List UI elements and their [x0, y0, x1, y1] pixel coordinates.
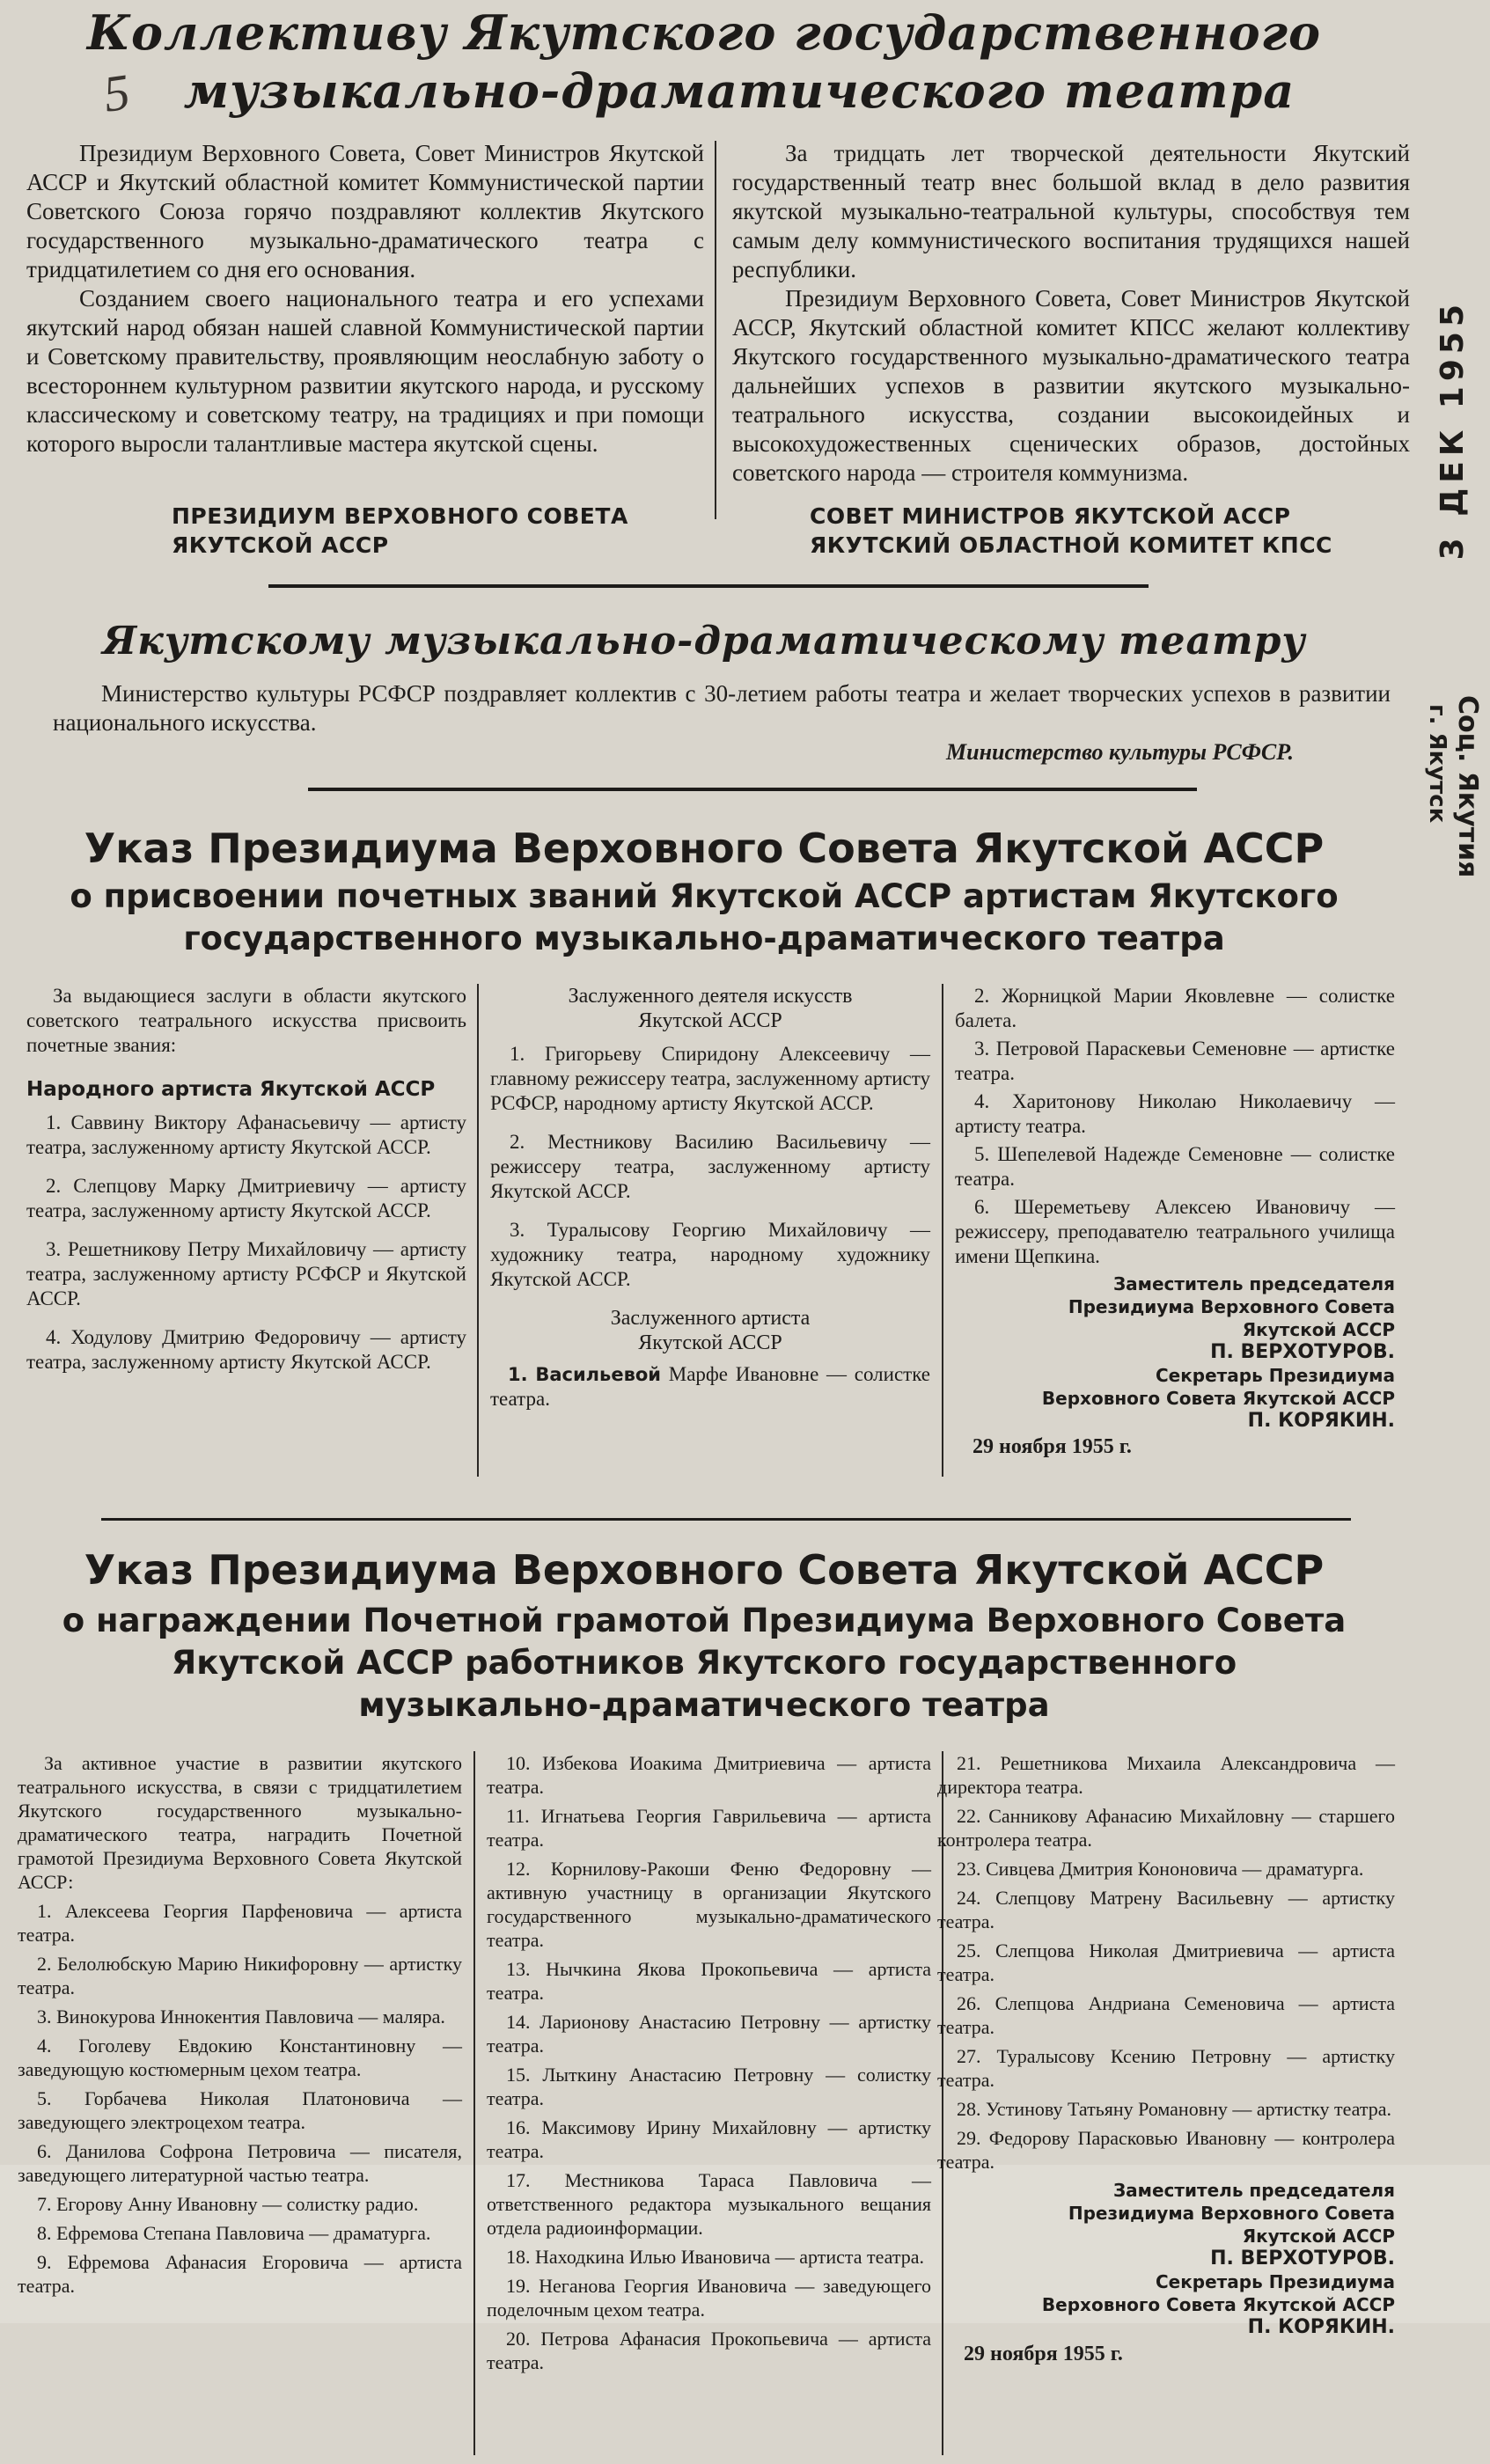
item-details: Анастасию Петровну — артистку театра. — [487, 2011, 931, 2057]
signature-line: Секретарь Президиума — [1155, 1365, 1395, 1386]
title-honored-arts-1: Заслуженного деятеля искусств — [568, 985, 853, 1008]
item-details: Георгия Гаврильевича — артиста театра. — [487, 1805, 931, 1851]
item-number: 20. — [506, 2328, 541, 2350]
honored-arts-item-1 — [490, 1042, 930, 1116]
award-item-3 — [937, 1857, 1395, 1881]
item-details: Ксению Петровну — артистку театра. — [937, 2045, 1395, 2091]
item-surname: Слепцова — [995, 1940, 1090, 1962]
greeting-left-column — [26, 139, 704, 458]
award-item-8 — [937, 2097, 1395, 2121]
item-surname: Сивцева — [986, 1858, 1060, 1880]
item-number: 2. — [974, 985, 1002, 1007]
award-item-2 — [487, 1804, 931, 1852]
ministry-greeting-title: Якутскому музыкально-драматическому театру — [102, 619, 1306, 664]
signature-line: Заместитель председателя — [1112, 1273, 1395, 1294]
signature-council-line-1: СОВЕТ МИНИСТРОВ ЯКУТСКОЙ АССР — [810, 503, 1291, 529]
item-number: 26. — [957, 1992, 995, 2014]
award-item-4 — [937, 1886, 1395, 1933]
award-item-9 — [487, 2245, 931, 2269]
item-details: Парасковью Ивановну — контролера театра. — [937, 2127, 1396, 2173]
decree-2-date: 29 ноября 1955 г. — [964, 2343, 1123, 2365]
greeting-right-column — [732, 139, 1410, 488]
item-number: 17. — [506, 2169, 565, 2191]
award-item-7 — [937, 2044, 1395, 2092]
greeting-right-paragraph-2: Президиум Верховного Совета, Совет Министров Якутской АССР, Якутский областной комитет КПСС желают коллективу Якутского государственного музыкально-драматического театра дальнейших успехов в развитии якутского музыкально-театрального искусства, создании высокоидейных и высокохудожественных сценических образов, достойных советского народа — строителя коммунизма. — [732, 285, 1410, 486]
item-details: Василию Васильевичу — режиссеру театра, заслуженному артисту Якутской АССР. — [490, 1131, 931, 1202]
signature-line: Якутской АССР — [1242, 2226, 1395, 2247]
signature-name: П. КОРЯКИН. — [1247, 2316, 1395, 2338]
greeting-title-line-2: музыкально-драматического театра — [183, 62, 1295, 119]
item-surname: Туралысову — [996, 2045, 1111, 2067]
divider-rule — [308, 788, 1197, 791]
item-surname: Алексеева — [64, 1900, 164, 1922]
item-details: Марии Яковлевне — солистке балета. — [955, 985, 1395, 1031]
item-surname: Решетникову — [67, 1238, 188, 1260]
item-surname: Нычкина — [546, 1958, 637, 1980]
divider-rule — [101, 1518, 1351, 1521]
award-list-column-3 — [937, 1751, 1395, 2174]
honored-artist-item-5 — [955, 1195, 1395, 1269]
item-number: 3. — [974, 1038, 996, 1060]
ministry-signature: Министерство культуры РСФСР. — [946, 739, 1294, 765]
item-details: Марию Никифоровну — артистку театра. — [18, 1953, 462, 1998]
item-surname: Данилова — [65, 2140, 160, 2162]
item-surname: Жорницкой — [1002, 985, 1114, 1007]
signature-line: Верховного Совета Якутской АССР — [1041, 1388, 1395, 1409]
signature-name: П. ВЕРХОТУРОВ. — [1210, 2248, 1395, 2270]
honored-artist-item-2 — [955, 1037, 1395, 1086]
award-item-3 — [18, 2005, 462, 2028]
decree-2-intro: За активное участие в развитии якутского театрального искусства, в связи с тридцатилетием Якутского государственного музыкально-драматического театра, наградить Почетной грамотой Президиума Верховного Совета Якутской АССР: — [18, 1752, 462, 1893]
item-details: Феню Федоровну — активную участницу в организации Якутского государственного музыкально-драматического театра. — [487, 1858, 931, 1951]
signature-council — [810, 502, 1426, 560]
item-number: 22. — [957, 1805, 989, 1827]
item-details: Спиридону Алексеевичу — главному режиссеру театра, заслуженному артисту РСФСР, народному артисту Якутской АССР. — [490, 1043, 930, 1114]
item-number: 3. — [46, 1238, 68, 1260]
title-honored-artist-2: Якутской АССР — [638, 1331, 782, 1354]
people-artist-list — [26, 1111, 466, 1375]
item-details: Виктору Афанасьевичу — артисту театра, заслуженному артисту Якутской АССР. — [26, 1111, 466, 1158]
item-surname: Шереметьеву — [1014, 1196, 1156, 1218]
signature-line: Якутской АССР — [1242, 1319, 1395, 1340]
item-number: 18. — [506, 2246, 535, 2268]
item-details: Параскевьи Семеновне — артистке театра. — [955, 1038, 1395, 1084]
award-item-6 — [937, 1991, 1395, 2039]
item-details: Георгия Ивановича — заведующего поделочным цехом театра. — [487, 2275, 931, 2321]
item-number: 19. — [506, 2275, 539, 2297]
item-number: 1. — [37, 1900, 65, 1922]
title-honored-artist-1: Заслуженного артиста — [610, 1307, 811, 1330]
item-number: 25. — [957, 1940, 995, 1962]
item-details: Иннокентия Павловича — маляра. — [159, 2006, 445, 2028]
item-number: 24. — [957, 1887, 996, 1909]
decree-2-title-line-1: Указ Президиума Верховного Совета Якутской АССР — [84, 1546, 1325, 1594]
item-details: Марку Дмитриевичу — артисту театра, заслуженному артисту Якутской АССР. — [26, 1175, 466, 1221]
award-item-7 — [487, 2116, 931, 2163]
item-surname: Ефремова — [67, 2251, 165, 2273]
item-details: Николаю Николаевичу — артисту театра. — [955, 1090, 1395, 1137]
item-surname: Устинову — [986, 2098, 1068, 2120]
item-surname: Лыткину — [542, 2064, 629, 2086]
column-divider — [473, 1751, 475, 2455]
decree-1-date: 29 ноября 1955 г. — [973, 1435, 1132, 1458]
item-surname: Слепцова — [995, 1992, 1089, 2014]
title-honored-arts-2: Якутской АССР — [638, 1009, 782, 1032]
honored-arts-list — [490, 1042, 930, 1292]
item-number: 3. — [37, 2006, 56, 2028]
item-details: Марфе Ивановне — солистке театра. — [490, 1363, 931, 1410]
item-details: Якова Прокопьевича — артиста театра. — [487, 1958, 931, 2004]
item-surname: Петрова — [540, 2328, 620, 2350]
award-item-9 — [937, 2126, 1395, 2174]
item-surname: Шепелевой — [997, 1143, 1105, 1165]
item-surname: Саввину — [70, 1111, 155, 1133]
decree-1-column-2 — [490, 984, 930, 1424]
item-surname: Неганова — [539, 2275, 624, 2297]
item-number: 6. — [974, 1196, 1015, 1218]
item-surname: Находкина — [535, 2246, 629, 2268]
honored-artist-list — [955, 984, 1395, 1269]
decree-1-title-line-1: Указ Президиума Верховного Совета Якутской АССР — [84, 825, 1325, 872]
award-item-6 — [487, 2063, 931, 2110]
item-surname: Егорову — [56, 2193, 128, 2215]
item-details: Надежде Семеновне — солистке театра. — [955, 1143, 1396, 1190]
decree-2-title-line-4: музыкально-драматического театра — [358, 1686, 1050, 1724]
item-surname: Винокурова — [56, 2006, 160, 2028]
item-number: 1. — [510, 1043, 546, 1065]
award-item-1 — [487, 1751, 931, 1799]
greeting-left-paragraph-2: Созданием своего национального театра и его успехами якутский народ обязан нашей славной Коммунистической партии и Советскому правительству, проявляющим неослабную заботу о всестороннем культурном развитии якутского народа, и русскому классическому и советскому театру, на традициях и при помощи которого выросли талантливые мастера якутской сцены. — [26, 285, 704, 457]
item-surname: Гоголеву — [78, 2035, 179, 2057]
item-surname: Горбачева — [84, 2087, 201, 2109]
greeting-right-paragraph-1: За тридцать лет творческой деятельности Якутский государственный театр внес большой вклад в дело развития якутской музыкально-театральной культуры, способствуя тем самым делу коммунистического воспитания трудящихся нашей республики. — [732, 140, 1410, 282]
item-surname: Санникову — [988, 1805, 1085, 1827]
people-artist-item-3 — [26, 1237, 466, 1311]
item-details: Дмитрию Федоровичу — артисту театра, заслуженному артисту Якутской АССР. — [26, 1326, 466, 1373]
item-number: 11. — [506, 1805, 541, 1827]
award-item-2 — [18, 1952, 462, 1999]
signature-line: Верховного Совета Якутской АССР — [1041, 2294, 1395, 2315]
item-number: 2. — [46, 1175, 74, 1197]
item-number: 13. — [506, 1958, 547, 1980]
award-item-10 — [487, 2274, 931, 2321]
item-details: Татьяну Романовну — артистку театра. — [1068, 2098, 1391, 2120]
award-item-3 — [487, 1857, 931, 1952]
item-details: Николая Платоновича — заведующего электроцехом театра. — [18, 2087, 462, 2133]
item-details: Георгия Парфеновича — артиста театра. — [18, 1900, 463, 1946]
column-divider — [477, 984, 479, 1477]
item-number: 15. — [506, 2064, 543, 2086]
decree-2-title-line-2: о награждении Почетной грамотой Президиума Верховного Совета — [62, 1602, 1347, 1639]
item-details: Тараса Павловича — ответственного редактора музыкального вещания отдела радиоинформации. — [487, 2169, 932, 2239]
item-number: 12. — [506, 1858, 551, 1880]
item-surname: Избекова — [542, 1752, 630, 1774]
item-surname: Туралысову — [547, 1219, 672, 1241]
item-details: Евдокию Константиновну — заведующую костюмерным цехом театра. — [18, 2035, 462, 2080]
item-details: Иоакима Дмитриевича — артиста театра. — [487, 1752, 931, 1798]
item-details: Андриана Семеновича — артиста театра. — [937, 1992, 1395, 2038]
item-surname: Ефремова — [56, 2222, 143, 2244]
item-number: 4. — [974, 1090, 1013, 1112]
item-number: 14. — [506, 2011, 540, 2033]
newspaper-name-stamp: Соц. Якутия — [1452, 695, 1483, 878]
signature-presidium — [172, 502, 664, 560]
item-number: 7. — [37, 2193, 56, 2215]
decree-1-signatures — [955, 1272, 1395, 1433]
item-number: 27. — [957, 2045, 997, 2067]
award-item-8 — [18, 2221, 462, 2245]
award-item-5 — [487, 2010, 931, 2057]
title-people-artist: Народного артиста Якутской АССР — [26, 1078, 436, 1101]
item-surname: Ходулову — [70, 1326, 163, 1348]
signature-line: Заместитель председателя — [1112, 2180, 1395, 2201]
decree-1-title-line-3: государственного музыкально-драматического театра — [183, 920, 1225, 957]
item-surname: Максимову — [541, 2116, 647, 2138]
award-item-4 — [487, 1957, 931, 2005]
item-number: 5. — [37, 2087, 84, 2109]
item-details: Алексею Ивановичу — режиссеру, преподавателю театрального училища имени Щепкина. — [955, 1196, 1396, 1267]
greeting-left-paragraph-1: Президиум Верховного Совета, Совет Министров Якутской АССР и Якутский областной комитет Коммунистической партии Советского Союза горячо поздравляют коллектив Якутского государственного музыкально-драматического театра с тридцатилетием со дня его основания. — [26, 140, 704, 282]
item-details: Ирину Михайловну — артистку театра. — [487, 2116, 932, 2162]
item-surname: Белолюбскую — [57, 1953, 178, 1975]
honored-artist-item-4 — [955, 1142, 1395, 1192]
decree-2-column-3 — [937, 1751, 1395, 2366]
item-details: Дмитрия Кононовича — драматурга. — [1059, 1858, 1364, 1880]
item-details: Николая Дмитриевича — артиста театра. — [937, 1940, 1396, 1985]
decree-2-title-line-3: Якутской АССР работников Якутского государственного — [171, 1644, 1237, 1682]
column-divider — [715, 141, 716, 519]
item-surname: Решетникова — [1000, 1752, 1127, 1774]
award-list-column-2 — [487, 1751, 931, 2374]
item-details: Степана Павловича — драматурга. — [143, 2222, 431, 2244]
honored-artist-item-1 — [490, 1362, 930, 1412]
signature-council-line-2: ЯКУТСКИЙ ОБЛАСТНОЙ КОМИТЕТ КПСС — [810, 532, 1332, 558]
item-number: 4. — [46, 1326, 71, 1348]
decree-2-signatures — [937, 2179, 1395, 2339]
item-surname: Григорьеву — [545, 1043, 662, 1065]
award-item-6 — [18, 2139, 462, 2187]
item-number: 10. — [506, 1752, 543, 1774]
item-surname: Местникову — [547, 1131, 675, 1153]
honored-artist-item-1 — [955, 984, 1395, 1033]
signature-line: Президиума Верховного Совета — [1068, 1296, 1395, 1317]
item-details: Афанасию Михайловну — старшего контролера театра. — [937, 1805, 1396, 1851]
signature-presidium-line-2: ЯКУТСКОЙ АССР — [172, 532, 389, 558]
item-number: 21. — [957, 1752, 1001, 1774]
item-number: 2. — [510, 1131, 548, 1153]
item-surname: Ларионову — [539, 2011, 639, 2033]
item-details: Петру Михайловичу — артисту театра, заслуженному артисту РСФСР и Якутской АССР. — [26, 1238, 466, 1309]
award-item-4 — [18, 2034, 462, 2081]
award-item-5 — [18, 2086, 462, 2134]
item-number: 6. — [37, 2140, 66, 2162]
item-number: 8. — [37, 2222, 56, 2244]
column-divider — [942, 984, 943, 1477]
item-details: Георгию Михайловичу — художнику театра, народному художнику Якутской АССР. — [490, 1219, 931, 1290]
item-number: 2. — [37, 1953, 58, 1975]
page-number-mark: 5 — [99, 62, 134, 123]
greeting-title-line-1: Коллективу Якутского государственного — [86, 4, 1322, 61]
item-surname: Местникова — [564, 2169, 699, 2191]
item-details: Софрона Петровича — писателя, заведующего литературной частью театра. — [18, 2140, 463, 2186]
honored-arts-item-2 — [490, 1130, 930, 1204]
item-number: 5. — [974, 1143, 998, 1165]
award-item-7 — [18, 2192, 462, 2216]
signature-name: П. ВЕРХОТУРОВ. — [1210, 1341, 1395, 1363]
people-artist-item-4 — [26, 1325, 466, 1375]
item-details: Афанасия Прокопьевича — артиста театра. — [487, 2328, 931, 2373]
item-number: 16. — [506, 2116, 542, 2138]
item-surname: Корнилову-Ракоши — [550, 1858, 730, 1880]
people-artist-item-1 — [26, 1111, 466, 1160]
item-number: 1. — [508, 1364, 528, 1385]
decree-1-title-line-2: о присвоении почетных званий Якутской АССР артистам Якутского — [70, 877, 1339, 915]
decree-2-column-2 — [487, 1751, 931, 2380]
award-item-1 — [18, 1899, 462, 1947]
award-item-9 — [18, 2250, 462, 2298]
item-surname: Федорову — [988, 2127, 1078, 2149]
signature-line: Секретарь Президиума — [1155, 2271, 1395, 2292]
item-surname: Петровой — [995, 1038, 1086, 1060]
item-number: 1. — [46, 1111, 71, 1133]
award-item-2 — [937, 1804, 1395, 1852]
item-number: 23. — [957, 1858, 986, 1880]
item-surname: Игнатьева — [540, 1805, 636, 1827]
item-details: Анастасию Петровну — солистку театра. — [487, 2064, 931, 2109]
award-item-11 — [487, 2327, 931, 2374]
award-item-8 — [487, 2168, 931, 2240]
item-number: 29. — [957, 2127, 989, 2149]
award-list-column-1 — [18, 1899, 462, 2298]
item-surname: Харитонову — [1012, 1090, 1139, 1112]
city-stamp: г. Якутск — [1424, 704, 1450, 824]
decree-1-column-1 — [26, 984, 466, 1389]
item-number: 9. — [37, 2251, 68, 2273]
item-surname: Васильевой — [535, 1364, 662, 1385]
item-number: 4. — [37, 2035, 79, 2057]
item-details: Анну Ивановну — солистку радио. — [128, 2193, 419, 2215]
divider-rule — [268, 584, 1149, 588]
item-details: Илью Ивановича — артиста театра. — [628, 2246, 924, 2268]
item-surname: Слепцову — [995, 1887, 1090, 1909]
decree-1-intro: За выдающиеся заслуги в области якутского советского театрального искусства присвоить почетные звания: — [26, 985, 466, 1056]
honored-artist-item-3 — [955, 1089, 1395, 1139]
award-item-1 — [937, 1751, 1395, 1799]
honored-arts-item-3 — [490, 1218, 930, 1292]
item-number: 28. — [957, 2098, 986, 2120]
signature-line: Президиума Верховного Совета — [1068, 2203, 1395, 2224]
item-details: Матрену Васильевну — артистку театра. — [937, 1887, 1395, 1932]
people-artist-item-2 — [26, 1174, 466, 1223]
decree-2-column-1 — [18, 1751, 462, 2303]
item-details: Михаила Александровича — директора театра. — [937, 1752, 1395, 1798]
award-item-5 — [937, 1939, 1395, 1986]
item-surname: Слепцову — [73, 1175, 170, 1197]
date-stamp: 3 ДЕК 1955 — [1435, 299, 1471, 561]
signature-presidium-line-1: ПРЕЗИДИУМ ВЕРХОВНОГО СОВЕТА — [172, 503, 628, 529]
item-number: 3. — [510, 1219, 547, 1241]
decree-1-column-3 — [955, 984, 1395, 1459]
item-details: Афанасия Егоровича — артиста театра. — [18, 2251, 462, 2297]
signature-name: П. КОРЯКИН. — [1247, 1410, 1395, 1432]
ministry-greeting-body: Министерство культуры РСФСР поздравляет коллектив с 30-летием работы театра и желает творческих успехов в развитии национального искусства. — [53, 680, 1391, 736]
